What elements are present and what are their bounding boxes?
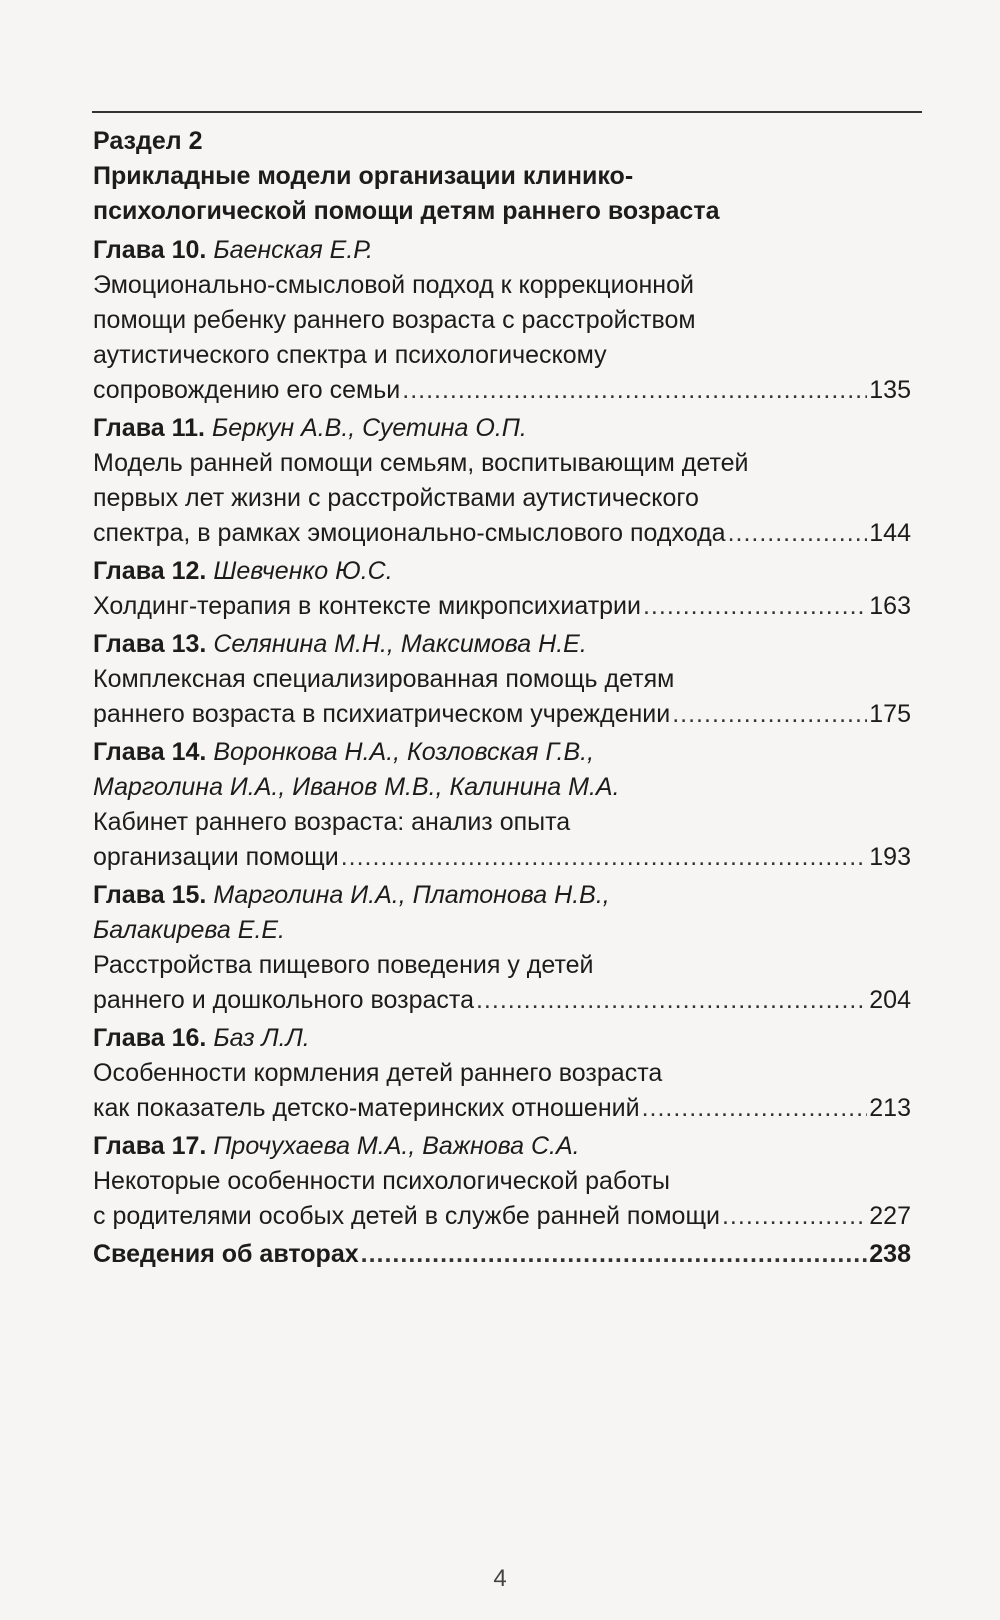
chapter-number: Глава 10. <box>93 236 207 264</box>
chapter-title-line: аутистического спектра и психологическому <box>93 341 607 369</box>
chapter-authors: Баенская Е.Р. <box>213 236 374 264</box>
dot-leader <box>728 516 868 551</box>
dot-leader <box>642 1091 868 1126</box>
section-title-line-1: Прикладные модели организации клинико- <box>93 162 634 190</box>
table-of-contents <box>93 124 911 1272</box>
chapter-title-line: первых лет жизни с расстройствами аутистического <box>93 484 699 512</box>
section-label: Раздел 2 <box>93 127 203 155</box>
chapter-number: Глава 15. <box>93 881 207 909</box>
page-ref: 163 <box>869 592 911 620</box>
chapter-title-line: Эмоционально-смысловой подход к коррекционной <box>93 271 694 299</box>
dot-leader <box>643 589 867 624</box>
page-ref: 227 <box>869 1202 911 1230</box>
chapter-title-line: помощи ребенку раннего возраста с расстройством <box>93 306 696 334</box>
toc-entry[interactable] <box>93 1129 911 1234</box>
chapter-title-text: раннего возраста в психиатрическом учреждении <box>93 700 671 728</box>
chapter-title-text: как показатель детско-материнских отношений <box>93 1094 640 1122</box>
chapter-number: Глава 11. <box>93 414 205 442</box>
chapter-title-last-line <box>93 373 911 408</box>
toc-entry[interactable] <box>93 411 911 551</box>
chapter-header-line <box>93 913 911 948</box>
chapter-authors: Балакирева Е.Е. <box>93 916 286 944</box>
chapter-header-line <box>93 233 911 268</box>
chapter-authors: Селянина М.Н., Максимова Н.Е. <box>213 630 587 658</box>
chapter-number: Глава 14. <box>93 738 207 766</box>
page-ref: 213 <box>869 1094 911 1122</box>
chapter-authors: Беркун А.В., Суетина О.П. <box>211 414 527 442</box>
chapter-title-line: Некоторые особенности психологической работы <box>93 1167 671 1195</box>
chapter-title-last-line <box>93 1091 911 1126</box>
chapter-number: Глава 12. <box>93 557 207 585</box>
chapter-title-text: сопровождению его семьи <box>93 376 401 404</box>
page-number: 4 <box>493 1565 507 1592</box>
page-ref: 204 <box>869 986 911 1014</box>
chapter-authors: Прочухаева М.А., Важнова С.А. <box>213 1132 580 1160</box>
chapter-title-last-line <box>93 983 911 1018</box>
chapter-title-line: Особенности кормления детей раннего возраста <box>93 1059 663 1087</box>
chapter-title-text: спектра, в рамках эмоционально-смыслового подхода <box>93 519 726 547</box>
chapter-authors: Марголина И.А., Иванов М.В., Калинина М.А. <box>93 773 620 801</box>
dot-leader <box>361 1237 868 1272</box>
chapter-title-line: Кабинет раннего возраста: анализ опыта <box>93 808 571 836</box>
chapter-title-text: организации помощи <box>93 843 339 871</box>
page-ref: 135 <box>869 376 911 404</box>
section-title-line-2: психологической помощи детям раннего возраста <box>93 197 720 225</box>
chapter-header-line <box>93 878 911 913</box>
dot-leader <box>341 840 868 875</box>
authors-info-label: Сведения об авторах <box>93 1240 359 1268</box>
chapter-header-line <box>93 1129 911 1164</box>
chapter-header-line <box>93 735 911 770</box>
chapter-header-line <box>93 770 911 805</box>
chapter-title-last-line <box>93 589 911 624</box>
chapter-header-line <box>93 554 911 589</box>
toc-entry-authors-info[interactable] <box>93 1237 911 1272</box>
toc-entry[interactable] <box>93 627 911 732</box>
chapter-number: Глава 16. <box>93 1024 207 1052</box>
chapter-title-last-line <box>93 840 911 875</box>
chapter-title-text: Холдинг-терапия в контексте микропсихиатрии <box>93 592 641 620</box>
dot-leader <box>672 697 867 732</box>
toc-entry[interactable] <box>93 1021 911 1126</box>
toc-entry[interactable] <box>93 554 911 624</box>
page-ref: 193 <box>869 843 911 871</box>
chapter-authors: Воронкова Н.А., Козловская Г.В., <box>213 738 595 766</box>
toc-entry[interactable] <box>93 735 911 875</box>
chapter-header-line <box>93 411 911 446</box>
page-ref: 238 <box>869 1240 911 1268</box>
chapter-title-line: Расстройства пищевого поведения у детей <box>93 951 594 979</box>
chapter-title-last-line <box>93 516 911 551</box>
chapter-authors: Шевченко Ю.С. <box>213 557 393 585</box>
chapter-header-line <box>93 627 911 662</box>
chapter-authors: Баз Л.Л. <box>213 1024 310 1052</box>
toc-entries <box>93 233 911 1234</box>
chapter-title-last-line <box>93 697 911 732</box>
chapter-number: Глава 13. <box>93 630 207 658</box>
top-rule <box>92 111 922 113</box>
chapter-title-line: Модель ранней помощи семьям, воспитывающим детей <box>93 449 749 477</box>
chapter-title-line: Комплексная специализированная помощь детям <box>93 665 675 693</box>
chapter-title-text: с родителями особых детей в службе ранней помощи <box>93 1202 720 1230</box>
page-ref: 175 <box>869 700 911 728</box>
toc-entry[interactable] <box>93 878 911 1018</box>
chapter-header-line <box>93 1021 911 1056</box>
chapter-title-text: раннего и дошкольного возраста <box>93 986 474 1014</box>
dot-leader <box>402 373 867 408</box>
section-heading <box>93 124 911 229</box>
chapter-number: Глава 17. <box>93 1132 207 1160</box>
toc-entry[interactable] <box>93 233 911 408</box>
dot-leader <box>722 1199 867 1234</box>
page-ref: 144 <box>869 519 911 547</box>
dot-leader <box>476 983 867 1018</box>
chapter-authors: Марголина И.А., Платонова Н.В., <box>213 881 610 909</box>
chapter-title-last-line <box>93 1199 911 1234</box>
